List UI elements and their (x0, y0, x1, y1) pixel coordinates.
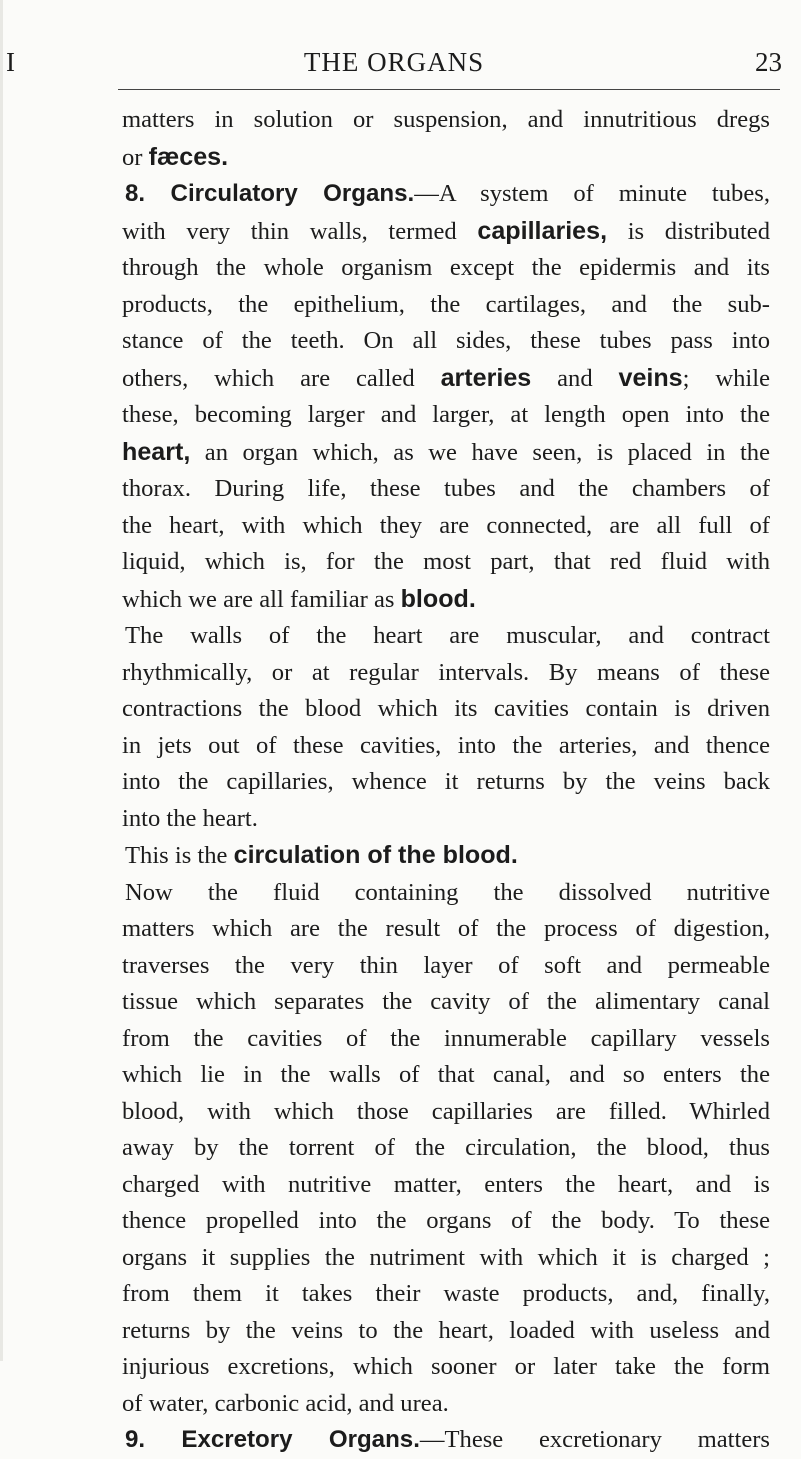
text-run: or (122, 143, 149, 171)
text-run: others, which are called (122, 364, 441, 392)
bold-term: Circulatory Organs. (170, 180, 415, 207)
text-run: with very thin walls, termed (122, 217, 478, 245)
text-line (122, 1240, 770, 1277)
text-run: which we are all familiar as (122, 585, 401, 613)
text-run: from the cavities of the innumerable capillary vessels (122, 1024, 770, 1052)
text-run: these, becoming larger and larger, at length open into the (122, 401, 770, 428)
text-run: This is the (125, 842, 234, 869)
text-run: matters in solution or suspension, and innutritious dregs (122, 106, 770, 133)
bold-term: veins (618, 363, 683, 392)
text-line (122, 508, 770, 545)
text-run: ; while (682, 364, 770, 392)
text-run: of water, carbonic acid, and urea. (122, 1389, 449, 1417)
bold-term: fæces. (148, 142, 229, 171)
bold-term: blood. (400, 584, 476, 613)
text-line (122, 1422, 770, 1459)
text-line (122, 1349, 770, 1386)
text-line (122, 1057, 770, 1094)
text-line (122, 471, 770, 508)
text-run: which lie in the walls of that canal, and so enters the (122, 1061, 770, 1088)
text-run: through the whole organism except the epidermis and its (122, 254, 770, 281)
text-line (122, 360, 770, 398)
text-run: —A system of minute tubes, (414, 180, 770, 207)
text-line (122, 176, 770, 213)
text-run: into the capillaries, whence it returns by the veins back (122, 768, 770, 795)
text-line (122, 250, 770, 287)
text-run: liquid, which is, for the most part, that red fluid with (122, 548, 770, 575)
text-run: blood, with which those capillaries are filled. Whirled (122, 1097, 770, 1125)
body-text (122, 102, 770, 1459)
running-header (6, 42, 782, 82)
text-line (122, 1203, 770, 1240)
text-line (122, 1276, 770, 1313)
text-run: an organ which, as we have seen, is placed in the (190, 438, 770, 466)
text-run: from them it takes their waste products, and, finally, (122, 1280, 770, 1307)
text-line (122, 1130, 770, 1167)
text-run: The walls of the heart are muscular, and contract (125, 622, 770, 649)
text-line (122, 837, 770, 875)
text-line (122, 655, 770, 692)
text-line (122, 801, 770, 838)
text-run: is distributed (607, 217, 770, 245)
text-run: traverses the very thin layer of soft and permeable (122, 951, 770, 979)
text-line (122, 581, 770, 619)
text-line (122, 139, 770, 177)
text-run: —These excretionary matters (419, 1426, 770, 1453)
text-run: returns by the veins to the heart, loaded with useless and (122, 1316, 770, 1344)
text-line (122, 102, 770, 139)
text-run: organs it supplies the nutriment with which it is charged ; (122, 1243, 770, 1271)
text-run: injurious excretions, which sooner or later take the form (122, 1353, 770, 1380)
text-line (122, 213, 770, 251)
bold-term: arteries (440, 363, 532, 392)
text-run: products, the epithelium, the cartilages, and the sub- (122, 290, 770, 318)
bold-term: capillaries, (477, 216, 608, 245)
text-line (122, 544, 770, 581)
text-run: stance of the teeth. On all sides, these tubes pass into (122, 327, 770, 354)
bold-term: Excretory Organs. (181, 1426, 420, 1453)
text-line (122, 287, 770, 324)
running-title: THE ORGANS (303, 47, 485, 77)
text-line (122, 984, 770, 1021)
text-run: in jets out of these cavities, into the arteries, and thence (122, 731, 770, 759)
bold-term: heart, (122, 437, 191, 466)
text-line (122, 1167, 770, 1204)
text-run: thence propelled into the organs of the body. To these (122, 1207, 770, 1234)
text-line (122, 728, 770, 765)
text-run: contractions the blood which its cavities contain is driven (122, 695, 770, 722)
text-line (122, 397, 770, 434)
text-line (122, 691, 770, 728)
text-line (122, 1386, 770, 1423)
bold-term: circulation of the blood. (233, 841, 518, 869)
text-run: thorax. During life, these tubes and the chambers of (122, 475, 770, 502)
text-line (122, 1313, 770, 1350)
text-run: rhythmically, or at regular intervals. By means of these (122, 658, 770, 686)
page-number: 23 (755, 47, 782, 77)
text-run: into the heart. (122, 804, 258, 832)
chapter-number: I (6, 47, 15, 77)
text-run: the heart, with which they are connected, are all full of (122, 511, 770, 539)
text-run: away by the torrent of the circulation, the blood, thus (122, 1134, 770, 1161)
text-run: matters which are the result of the process of digestion, (122, 915, 770, 942)
page-edge-shadow (0, 0, 3, 1361)
text-line (122, 1021, 770, 1058)
text-line (122, 434, 770, 472)
header-rule (118, 89, 780, 90)
bold-term: 8. (125, 180, 171, 207)
bold-term: 9. (125, 1426, 182, 1453)
text-line (122, 764, 770, 801)
text-line (122, 875, 770, 912)
text-run: tissue which separates the cavity of the alimentary canal (122, 988, 770, 1015)
text-line (122, 1094, 770, 1131)
text-line (122, 618, 770, 655)
text-run: charged with nutritive matter, enters the heart, and is (122, 1170, 770, 1198)
text-line (122, 911, 770, 948)
text-run: and (531, 364, 619, 392)
text-run: Now the fluid containing the dissolved nutritive (125, 878, 770, 906)
text-line (122, 948, 770, 985)
text-line (122, 323, 770, 360)
